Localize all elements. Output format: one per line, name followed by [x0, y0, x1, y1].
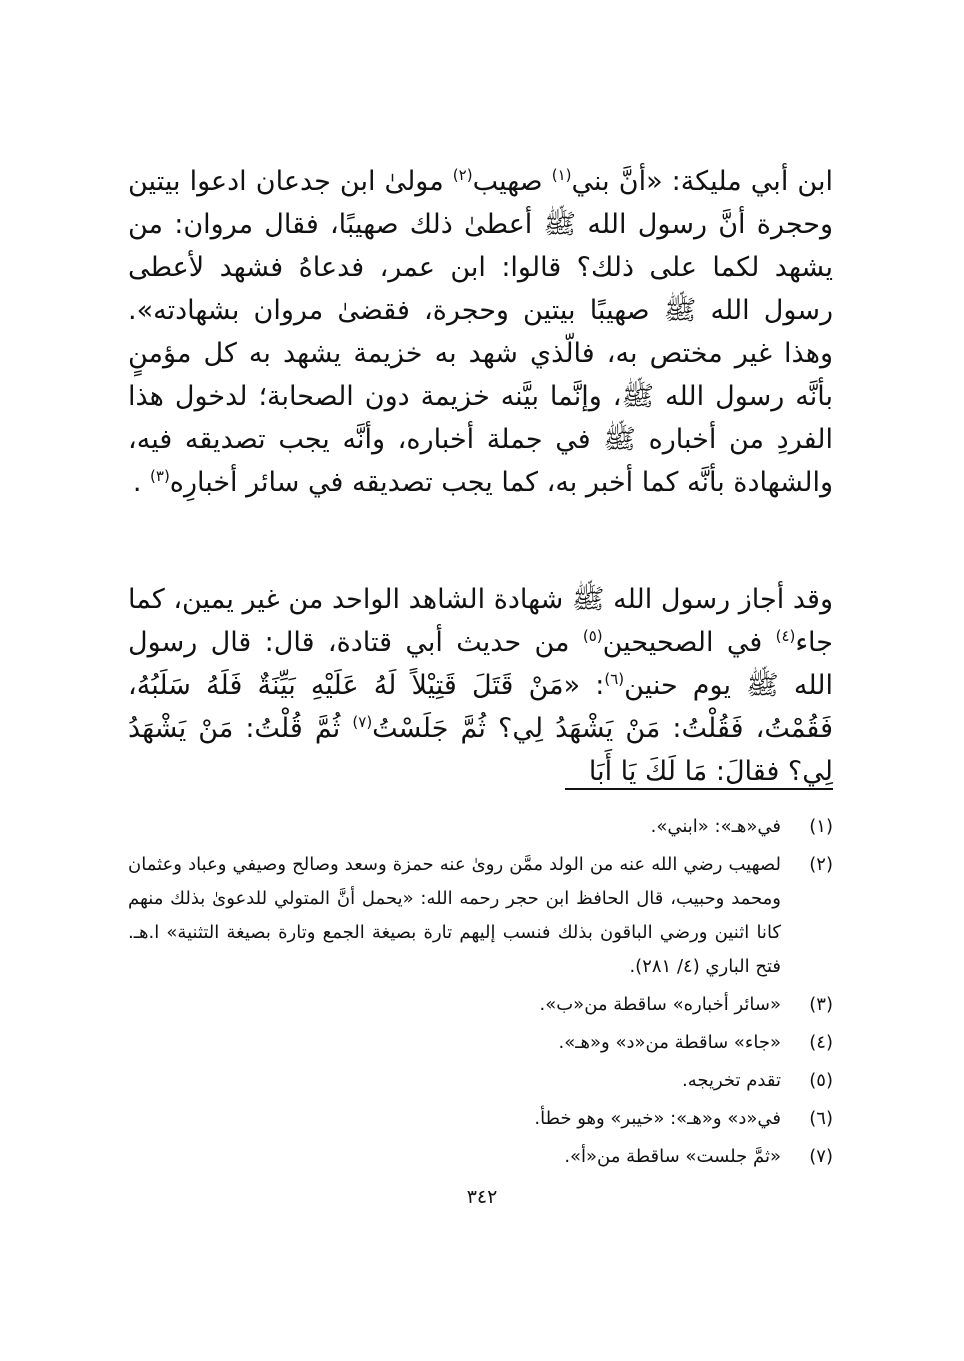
main-paragraph-2 [128, 578, 833, 793]
footnote-marker: (٥) [582, 627, 603, 645]
footnote-marker: (١) [551, 166, 572, 184]
paragraph-text: مولىٰ ابن جدعان ادعوا بيتين وحجرة أنَّ رسول الله ﷺ أعطىٰ ذلك صهيبًا، فقال مروان: من يشهد لكما على ذلك؟ قالوا: ابن عمر، فدعاهُ فشهد لأعطى رسول الله ﷺ صهيبًا بيتين وحجرة، فقضىٰ مروان بشهادته». وهذا غير مختص به، فالّذي شهد به خزيمة يشهد به كل مؤمنٍ بأنَّه رسول الله ﷺ، وإنَّما بيَّنه خزيمة دون الصحابة؛ لدخول هذا الفردِ من أخباره ﷺ في جملة أخباره، وأنَّه يجب تصديقه فيه، والشهادة بأنَّه كما أخبر به، كما يجب تصديقه في سائر أخبارِه [128, 166, 833, 498]
footnote-marker: (٣) [150, 467, 170, 485]
footnote-number: (٣) [809, 994, 833, 1015]
footnote-4 [128, 1026, 833, 1060]
paragraph-text: ابن أبي مليكة: «أنَّ بني [571, 166, 833, 197]
footnote-number: (٢) [809, 854, 833, 875]
footnote-marker: (٧) [352, 713, 373, 731]
footnote-number: (٤) [809, 1032, 833, 1053]
footnote-text: في«هـ»: «ابني». [650, 816, 781, 837]
footnote-marker: (٢) [452, 166, 473, 184]
footnote-text: في«د» و«هـ»: «خيبر» وهو خطأ. [534, 1108, 781, 1129]
footnote-text: «جاء» ساقطة من«د» و«هـ». [558, 1032, 781, 1053]
footnote-number: (٧) [809, 1146, 833, 1167]
footnote-separator [565, 788, 833, 790]
footnote-number: (١) [809, 816, 833, 837]
footnote-5 [128, 1064, 833, 1098]
footnote-text: «سائر أخباره» ساقطة من«ب». [539, 994, 781, 1015]
paragraph-text: صهيب [472, 166, 552, 197]
footnote-text: «ثمَّ جلست» ساقطة من«أ». [564, 1146, 781, 1167]
page-number: ٣٤٢ [466, 1186, 498, 1208]
footnote-1 [128, 810, 833, 844]
paragraph-text: ثُمَّ قُلْتُ: مَنْ يَشْهَدُ لِي؟ فقالَ: مَا لَكَ يَا أَبَا [128, 713, 833, 787]
footnote-text: تقدم تخريجه. [682, 1070, 781, 1091]
paragraph-text: من حديث أبي قتادة، قال: قال رسول الله ﷺ يوم حنين [128, 627, 834, 701]
main-paragraph-1 [128, 160, 833, 504]
footnote-2 [128, 848, 833, 984]
paragraph-text: . [132, 467, 151, 498]
paragraph-text: في الصحيحين [602, 627, 776, 658]
footnote-7 [128, 1140, 833, 1174]
footnote-number: (٦) [809, 1108, 833, 1129]
footnote-marker: (٦) [604, 670, 625, 688]
paragraph-text: : «مَنْ قَتَلَ قَتِيْلاً لَهُ عَلَيْهِ بَيِّنَةٌ فَلَهُ سَلَبُهُ، فَقُمْتُ، فَقُلْتُ: مَنْ يَشْهَدُ لِي؟ ثُمَّ جَلَسْتُ [128, 670, 833, 744]
footnotes-list [128, 810, 833, 1174]
footnote-marker: (٤) [775, 627, 796, 645]
footnote-text: لصهيب رضي الله عنه من الولد ممَّن روىٰ عنه حمزة وسعد وصالح وصيفي وعباد وعثمان ومحمد وحبيب، قال الحافظ ابن حجر رحمه الله: «يحمل أنَّ المتولي للدعوىٰ بذلك منهم كانا اثنين ورضي الباقون بذلك فنسب إليهم تارة بصيغة الجمع وتارة بصيغة التثنية» ا.هـ. فتح الباري (٤/ ٢٨١). [128, 854, 781, 977]
paragraph-text: وقد أجاز رسول الله ﷺ شهادة الشاهد الواحد من غير يمين، كما جاء [128, 584, 833, 658]
footnote-3 [128, 988, 833, 1022]
footnote-number: (٥) [809, 1070, 833, 1091]
footnote-6 [128, 1102, 833, 1136]
